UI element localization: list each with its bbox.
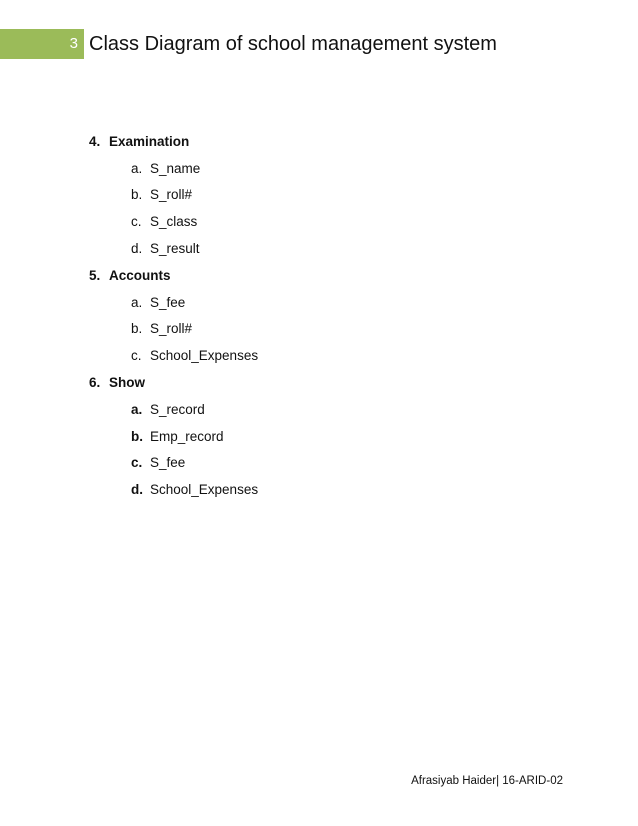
item-text: School_Expenses bbox=[150, 482, 259, 498]
item-letter: b. bbox=[131, 428, 143, 444]
list-item bbox=[89, 476, 569, 503]
document-body bbox=[89, 128, 569, 503]
list-item bbox=[89, 316, 569, 343]
section-title: Examination bbox=[109, 133, 190, 149]
item-text: S_roll# bbox=[150, 321, 193, 337]
page-header bbox=[0, 29, 600, 59]
section-number: 5. bbox=[89, 267, 101, 283]
footer-author: Afrasiyab Haider| 16-ARID-02 bbox=[411, 775, 563, 787]
section-heading bbox=[89, 369, 569, 396]
section-number: 4. bbox=[89, 133, 101, 149]
item-letter: a. bbox=[131, 294, 143, 310]
page-number-badge: 3 bbox=[0, 29, 84, 59]
item-text: S_result bbox=[150, 241, 200, 257]
list-item bbox=[89, 289, 569, 316]
section-show bbox=[89, 369, 569, 503]
item-letter: c. bbox=[131, 348, 142, 364]
section-examination bbox=[89, 128, 569, 262]
section-title: Accounts bbox=[109, 267, 171, 283]
item-text: Emp_record bbox=[150, 428, 224, 444]
list-item bbox=[89, 182, 569, 209]
list-item bbox=[89, 342, 569, 369]
item-letter: c. bbox=[131, 455, 143, 471]
item-letter: d. bbox=[131, 241, 143, 257]
item-text: S_roll# bbox=[150, 187, 193, 203]
item-letter: c. bbox=[131, 214, 142, 230]
list-item bbox=[89, 155, 569, 182]
section-accounts bbox=[89, 262, 569, 369]
page-title: Class Diagram of school management system bbox=[89, 33, 497, 55]
item-letter: a. bbox=[131, 401, 143, 417]
item-text: S_record bbox=[150, 401, 205, 417]
item-text: S_fee bbox=[150, 455, 186, 471]
item-letter: d. bbox=[131, 482, 143, 498]
item-text: S_class bbox=[150, 214, 198, 230]
section-number: 6. bbox=[89, 375, 101, 391]
item-text: School_Expenses bbox=[150, 348, 259, 364]
item-letter: a. bbox=[131, 160, 143, 176]
list-item bbox=[89, 208, 569, 235]
list-item bbox=[89, 235, 569, 262]
section-title: Show bbox=[109, 375, 145, 391]
item-letter: b. bbox=[131, 187, 143, 203]
item-text: S_fee bbox=[150, 294, 186, 310]
section-heading bbox=[89, 128, 569, 155]
list-item bbox=[89, 450, 569, 477]
item-text: S_name bbox=[150, 160, 201, 176]
list-item bbox=[89, 423, 569, 450]
section-heading bbox=[89, 262, 569, 289]
item-letter: b. bbox=[131, 321, 143, 337]
page-footer bbox=[0, 771, 638, 791]
list-item bbox=[89, 396, 569, 423]
